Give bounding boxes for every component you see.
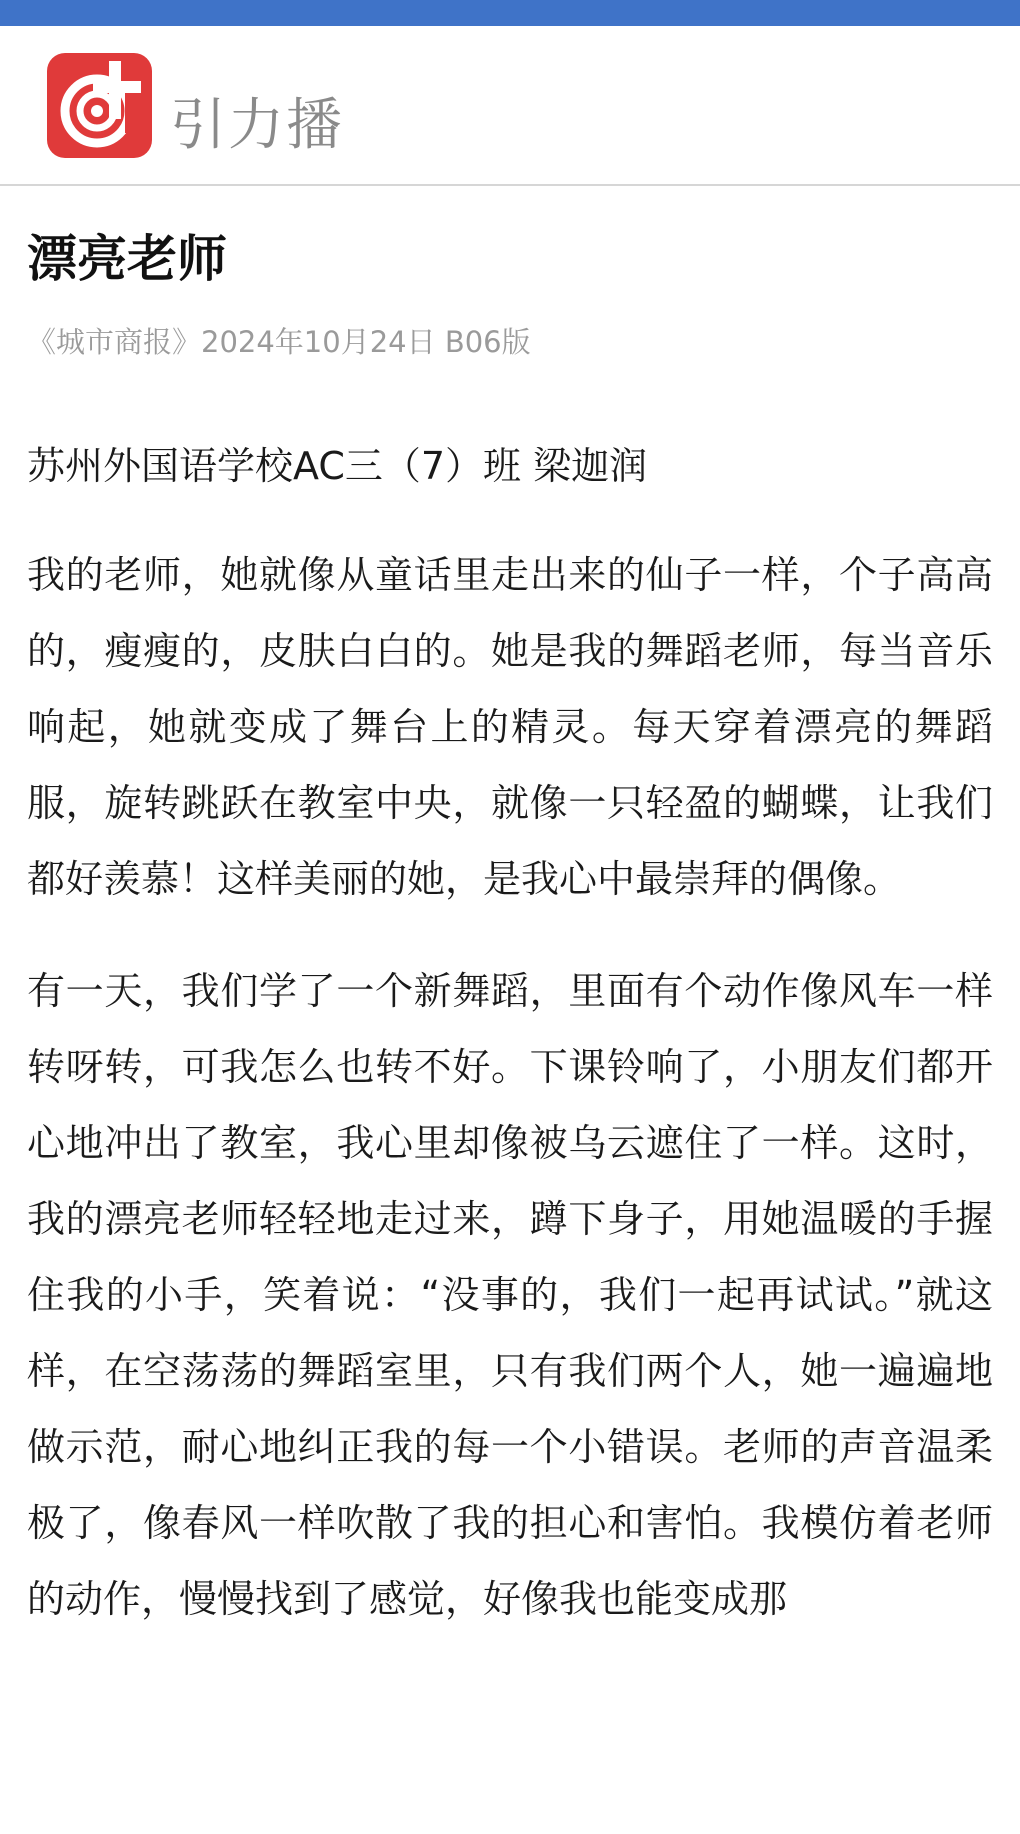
article-body [0,229,1020,1637]
site-header [0,26,1020,186]
article-title: 漂亮老师 [27,230,227,288]
top-status-strip [0,0,1020,26]
article-paragraph: 我的老师，她就像从童话里走出来的仙子一样，个子高高的，瘦瘦的，皮肤白白的。她是我的舞蹈老师，每当音乐响起，她就变成了舞台上的精灵。每天穿着漂亮的舞蹈服，旋转跳跃在教室中央，就像一只轻盈的蝴蝶，让我们都好羡慕！这样美丽的她，是我心中最崇拜的偶像。 [27,552,993,901]
article-source: 《城市商报》2024年10月24日 B06版 [27,325,531,359]
yinlibo-logo-icon[interactable] [47,53,152,158]
brand-name[interactable]: 引力播 [170,93,344,158]
article-paragraph: 有一天，我们学了一个新舞蹈，里面有个动作像风车一样转呀转，可我怎么也转不好。下课铃响了，小朋友们都开心地冲出了教室，我心里却像被乌云遮住了一样。这时，我的漂亮老师轻轻地走过来，蹲下身子，用她温暖的手握住我的小手，笑着说：“没事的，我们一起再试试。”就这样，在空荡荡的舞蹈室里，只有我们两个人，她一遍遍地做示范，耐心地纠正我的每一个小错误。老师的声音温柔极了，像春风一样吹散了我的担心和害怕。我模仿着老师的动作，慢慢找到了感觉，好像我也能变成那 [27,968,993,1621]
article-byline: 苏州外国语学校AC三（7）班 梁迦润 [27,443,648,488]
